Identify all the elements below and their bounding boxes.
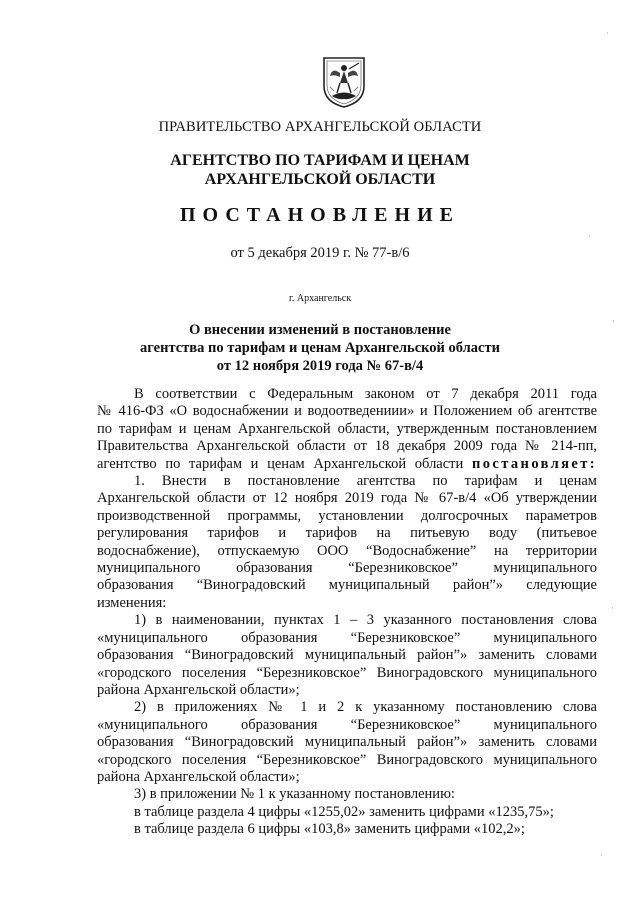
body-line: образования “Виноградовский муниципальный район”» заменить словами bbox=[97, 647, 597, 664]
scan-speck: · bbox=[600, 850, 603, 860]
decree-word: постановляет: bbox=[471, 455, 598, 472]
body-line: в таблице раздела 6 цифры «103,8» заменить цифрами «102,2»; bbox=[134, 821, 525, 838]
body-line: № 416-ФЗ «О водоснабжении и водоотведениии» и Положением об агентстве bbox=[97, 403, 597, 420]
subject-line: агентства по тарифам и ценам Архангельской области bbox=[140, 340, 500, 356]
document-subject bbox=[0, 321, 640, 375]
scan-speck: · bbox=[611, 603, 614, 613]
body-line: «муниципального образования “Березниковское” муниципального bbox=[97, 629, 597, 646]
body-line: района Архангельской области»; bbox=[97, 768, 300, 785]
document-date-number: от 5 декабря 2019 г. № 77-в/6 bbox=[230, 245, 410, 261]
body-line: изменения: bbox=[97, 594, 167, 611]
body-line: водоснабжение), отпускаемую ООО “Водоснабжение” на территории bbox=[97, 542, 597, 559]
body-line: Архангельской области от 12 ноября 2019 года № 67-в/4 «Об утверждении bbox=[97, 490, 597, 507]
agency-line: АРХАНГЕЛЬСКОЙ ОБЛАСТИ bbox=[204, 171, 436, 188]
subject-line: О внесении изменений в постановление bbox=[189, 322, 451, 338]
body-line: 1. Внести в постановление агентства по тарифам и ценам bbox=[134, 473, 597, 490]
government-name: ПРАВИТЕЛЬСТВО АРХАНГЕЛЬСКОЙ ОБЛАСТИ bbox=[158, 119, 482, 135]
body-line: «городского поселения “Березниковское” Виноградовского муниципального bbox=[97, 664, 597, 681]
body-line: В соответствии с Федеральным законом от 7 декабря 2011 года bbox=[134, 386, 597, 402]
agency-line: АГЕНТСТВО ПО ТАРИФАМ И ЦЕНАМ bbox=[170, 152, 470, 169]
scan-speck: · bbox=[588, 231, 591, 241]
subject-line: от 12 ноября 2019 года № 67-в/4 bbox=[216, 358, 424, 374]
document-city: г. Архангельск bbox=[288, 293, 352, 304]
body-line: 2) в приложениях № 1 и 2 к указанному постановлению слова bbox=[134, 699, 597, 716]
body-line: производственной программы, установлении долгосрочных параметров bbox=[97, 507, 597, 524]
scan-speck: · bbox=[612, 316, 615, 326]
body-line: 3) в приложении № 1 к указанному постановлению: bbox=[134, 786, 455, 803]
body-line: муниципального образования “Березниковское” муниципального bbox=[97, 560, 597, 577]
agency-name bbox=[0, 151, 640, 189]
body-line: регулирования тарифов и тарифов на питьевую воду (питьевое bbox=[97, 525, 597, 542]
body-line: «городского поселения “Березниковское” Виноградовского муниципального bbox=[97, 751, 597, 768]
body-line: 1) в наименовании, пунктах 1 – 3 указанного постановления слова bbox=[134, 612, 597, 629]
agency-ref: агентство по тарифам и ценам Архангельской области bbox=[97, 455, 464, 472]
body-line bbox=[97, 456, 597, 473]
body-line: «муниципального образования “Березниковское” муниципального bbox=[97, 716, 597, 733]
coat-of-arms-icon bbox=[321, 56, 367, 108]
body-line: в таблице раздела 4 цифры «1255,02» заменить цифрами «1235,75»; bbox=[134, 803, 554, 820]
body-line: района Архангельской области»; bbox=[97, 681, 300, 698]
body-line: образования “Виноградовский муниципальный район”» заменить словами bbox=[97, 734, 597, 751]
body-line: по тарифам и ценам Архангельской области, утвержденным постановлением bbox=[97, 420, 597, 437]
document-type: ПОСТАНОВЛЕНИЕ bbox=[180, 204, 460, 226]
body-line: образования “Виноградовский муниципальный район”» следующие bbox=[97, 577, 597, 594]
body-line: Правительства Архангельской области от 18 декабря 2009 года № 214-пп, bbox=[97, 438, 597, 455]
document-body bbox=[97, 386, 597, 839]
scan-speck: · bbox=[606, 28, 609, 38]
